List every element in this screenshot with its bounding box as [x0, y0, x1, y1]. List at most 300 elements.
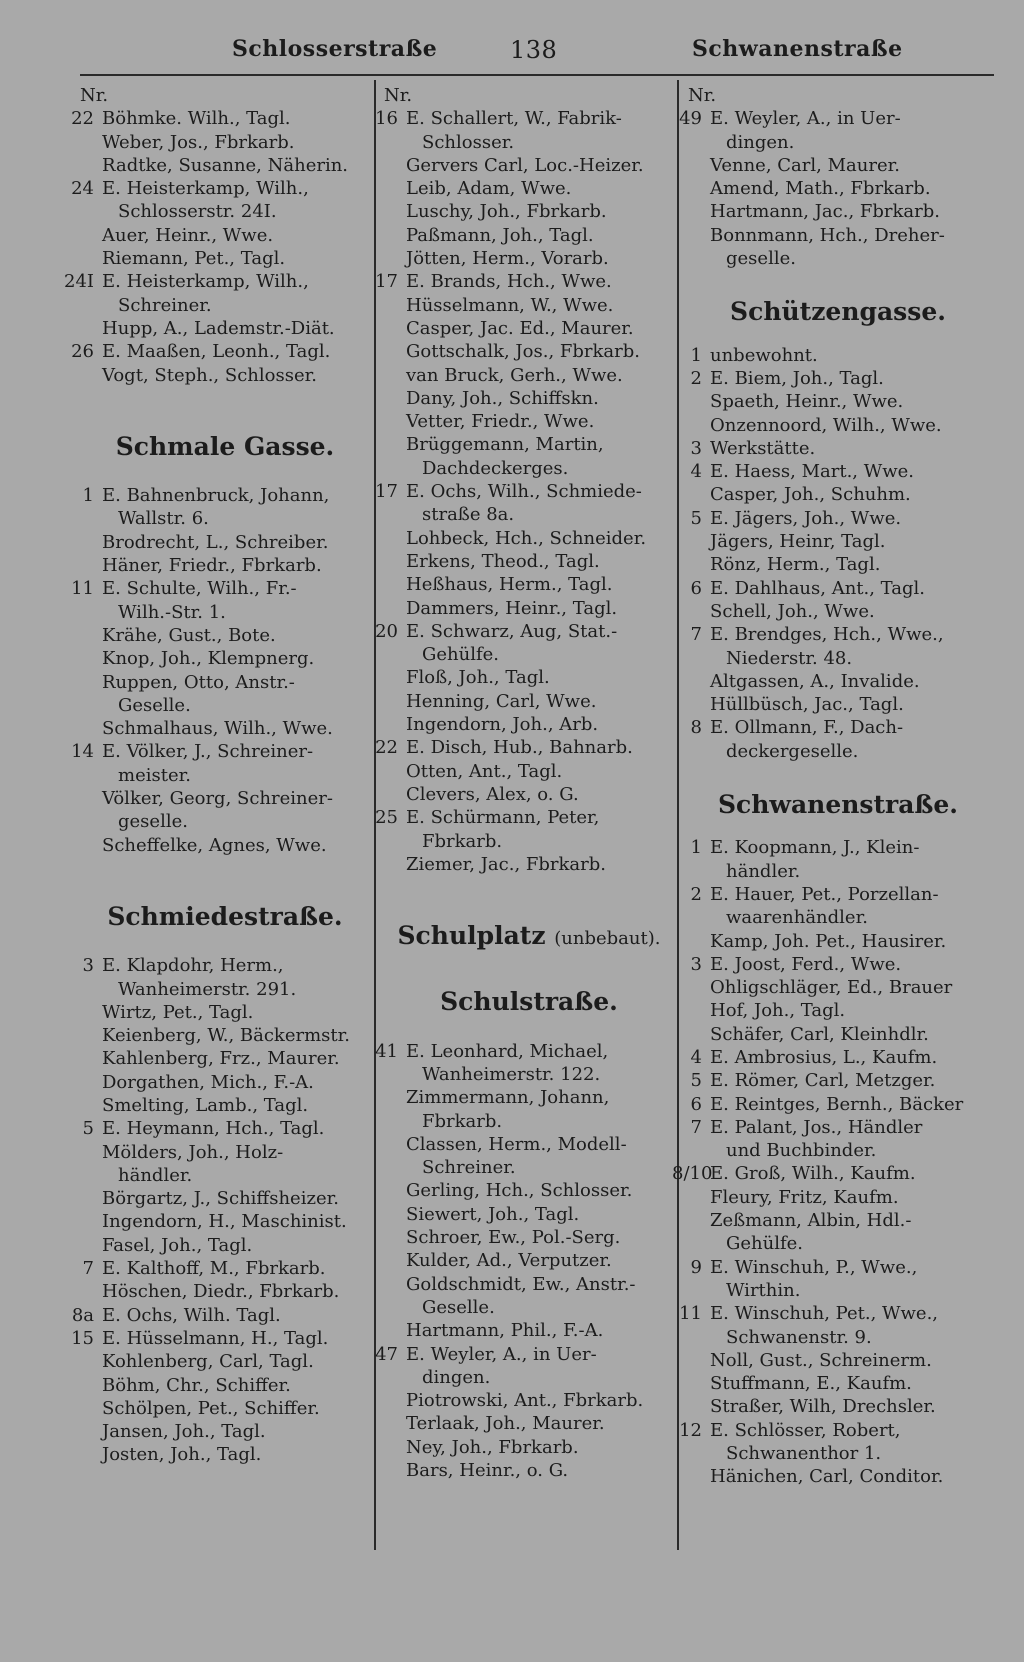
resident-entry — [71, 1327, 370, 1350]
resident-text: Classen, Herm., Modell- — [406, 1133, 627, 1155]
entry-continuation: Wirthin. — [726, 1279, 801, 1301]
resident-text: Fleury, Fritz, Kaufm. — [710, 1186, 899, 1208]
resident-entry — [384, 1389, 674, 1412]
resident-text: Zimmermann, Johann, — [406, 1087, 610, 1109]
resident-entry — [80, 671, 370, 694]
resident-text: Vogt, Steph., Schlosser. — [102, 364, 317, 386]
house-number: 15 — [71, 1327, 94, 1349]
column-3 — [672, 84, 988, 1489]
resident-text: E. Weyler, A., in Uer- — [710, 108, 901, 130]
resident-text: Stuffmann, E., Kaufm. — [710, 1373, 912, 1395]
resident-text: Amend, Math., Fbrkarb. — [710, 178, 931, 200]
resident-entry — [80, 624, 370, 647]
entry-continuation: deckergeselle. — [726, 740, 859, 762]
resident-text: Venne, Carl, Maurer. — [710, 154, 900, 176]
resident-text: Brüggemann, Martin, — [406, 434, 604, 456]
resident-text: Casper, Jac. Ed., Maurer. — [406, 317, 634, 339]
entry-continuation: Schlosser. — [422, 131, 515, 153]
resident-entry — [688, 577, 988, 600]
resident-text: E. Schulte, Wilh., Fr.- — [102, 578, 297, 600]
resident-entry — [80, 1117, 370, 1140]
resident-text: Knop, Joh., Klempnerg. — [102, 648, 315, 670]
resident-text: E. Palant, Jos., Händler — [710, 1116, 923, 1138]
house-number: 5 — [690, 507, 702, 529]
entry-continuation: Wallstr. 6. — [118, 508, 209, 530]
resident-entry — [80, 787, 370, 810]
house-number: 3 — [690, 953, 702, 975]
resident-entry — [679, 1302, 988, 1325]
resident-text: E. Brendges, Hch., Wwe., — [710, 624, 944, 646]
resident-text: E. Römer, Carl, Metzger. — [710, 1070, 936, 1092]
house-number: 47 — [375, 1343, 398, 1365]
resident-text: Börgartz, J., Schiffsheizer. — [102, 1188, 339, 1210]
resident-text: Hartmann, Jac., Fbrkarb. — [710, 201, 940, 223]
house-number: 9 — [690, 1256, 702, 1278]
resident-entry — [80, 484, 370, 507]
resident-entry — [384, 247, 674, 270]
house-number: 7 — [690, 624, 702, 646]
resident-text: E. Brands, Hch., Wwe. — [406, 271, 612, 293]
resident-entry — [80, 317, 370, 340]
resident-text: E. Biem, Joh., Tagl. — [710, 367, 884, 389]
resident-entry — [688, 390, 988, 413]
resident-entry — [688, 1209, 988, 1232]
spacer — [688, 816, 988, 836]
resident-text: E. Winschuh, P., Wwe., — [710, 1256, 918, 1278]
resident-entry — [688, 507, 988, 530]
resident-text: E. Jägers, Joh., Wwe. — [710, 507, 902, 529]
resident-entry — [64, 270, 370, 293]
resident-entry — [384, 550, 674, 573]
house-number: 8/10 — [672, 1163, 713, 1185]
resident-entry — [80, 1234, 370, 1257]
spacer — [688, 324, 988, 344]
resident-entry — [688, 1116, 988, 1139]
resident-entry — [384, 387, 674, 410]
resident-text: Noll, Gust., Schreinerm. — [710, 1349, 932, 1371]
resident-text: Kamp, Joh. Pet., Hausirer. — [710, 930, 947, 952]
resident-entry — [80, 1001, 370, 1024]
resident-text: Häner, Friedr., Fbrkarb. — [102, 555, 322, 577]
spacer — [80, 928, 370, 954]
resident-entry — [80, 647, 370, 670]
house-number: 8 — [690, 717, 702, 739]
resident-text: E. Weyler, A., in Uer- — [406, 1343, 597, 1365]
entry-continuation: Gehülfe. — [422, 644, 500, 666]
resident-text: E. Schlösser, Robert, — [710, 1419, 901, 1441]
resident-entry — [80, 1024, 370, 1047]
number-column-label: Nr. — [80, 85, 109, 106]
resident-entry — [375, 736, 674, 759]
entry-continuation: Geselle. — [118, 694, 191, 716]
resident-text: Vetter, Friedr., Wwe. — [406, 411, 595, 433]
street-heading — [688, 297, 988, 327]
resident-text: Kulder, Ad., Verputzer. — [406, 1250, 612, 1272]
resident-text: Ingendorn, H., Maschinist. — [102, 1211, 347, 1233]
resident-text: Goldschmidt, Ew., Anstr.- — [406, 1273, 636, 1295]
resident-entry — [80, 224, 370, 247]
entry-continuation: Geselle. — [422, 1296, 495, 1318]
resident-entry — [384, 1319, 674, 1342]
resident-text: Ney, Joh., Fbrkarb. — [406, 1436, 579, 1458]
resident-entry — [71, 340, 370, 363]
number-column-label: Nr. — [688, 85, 717, 106]
resident-entry — [80, 1257, 370, 1280]
house-number: 12 — [679, 1419, 702, 1441]
resident-entry — [688, 530, 988, 553]
resident-text: Jansen, Joh., Tagl. — [102, 1421, 266, 1443]
resident-text: E. Heymann, Hch., Tagl. — [102, 1118, 325, 1140]
resident-text: Floß, Joh., Tagl. — [406, 667, 550, 689]
resident-text: Schmalhaus, Wilh., Wwe. — [102, 718, 333, 740]
resident-entry — [688, 623, 988, 646]
column-2 — [375, 84, 674, 1482]
resident-text: Riemann, Pet., Tagl. — [102, 248, 286, 270]
resident-text: Onzennoord, Wilh., Wwe. — [710, 414, 942, 436]
spacer — [384, 1014, 674, 1040]
resident-entry — [71, 740, 370, 763]
resident-entry — [80, 154, 370, 177]
resident-text: Ingendorn, Joh., Arb. — [406, 714, 599, 736]
resident-text: Scheffelke, Agnes, Wwe. — [102, 834, 327, 856]
resident-text: Straßer, Wilh, Drechsler. — [710, 1396, 936, 1418]
resident-entry — [384, 1179, 674, 1202]
resident-entry — [80, 131, 370, 154]
resident-text: E. Ochs, Wilh. Tagl. — [102, 1304, 281, 1326]
house-number: 41 — [375, 1040, 398, 1062]
resident-entry — [688, 1372, 988, 1395]
resident-text: Spaeth, Heinr., Wwe. — [710, 391, 904, 413]
entry-continuation: dingen. — [422, 1366, 491, 1388]
resident-text: Heßhaus, Herm., Tagl. — [406, 574, 613, 596]
resident-text: Krähe, Gust., Bote. — [102, 624, 276, 646]
resident-entry — [80, 1094, 370, 1117]
street-heading — [80, 431, 370, 461]
resident-entry — [80, 1350, 370, 1373]
resident-entry — [688, 999, 988, 1022]
resident-entry — [80, 1187, 370, 1210]
house-number: 7 — [82, 1258, 94, 1280]
resident-text: E. Hauer, Pet., Porzellan- — [710, 883, 939, 905]
resident-entry — [80, 1047, 370, 1070]
entry-continuation: Schreiner. — [422, 1157, 516, 1179]
house-number: 25 — [375, 807, 398, 829]
house-number: 2 — [690, 367, 702, 389]
street-name: Schulstraße. — [440, 987, 618, 1017]
resident-entry — [688, 670, 988, 693]
resident-text: Altgassen, A., Invalide. — [710, 670, 920, 692]
resident-text: Bonnmann, Hch., Dreher- — [710, 224, 945, 246]
entry-continuation: dingen. — [726, 131, 795, 153]
resident-entry — [384, 760, 674, 783]
resident-entry — [679, 1419, 988, 1442]
resident-entry — [688, 600, 988, 623]
entry-continuation: meister. — [118, 764, 191, 786]
house-number: 2 — [690, 883, 702, 905]
resident-text: Werkstätte. — [710, 437, 816, 459]
resident-text: Schäfer, Carl, Kleinhdlr. — [710, 1023, 929, 1045]
resident-text: E. Ambrosius, L., Kaufm. — [710, 1046, 938, 1068]
resident-entry — [688, 1093, 988, 1116]
resident-entry — [375, 480, 674, 503]
resident-entry — [688, 460, 988, 483]
resident-entry — [384, 340, 674, 363]
resident-text: E. Hüsselmann, H., Tagl. — [102, 1327, 329, 1349]
resident-text: E. Haess, Mart., Wwe. — [710, 461, 915, 483]
spacer — [80, 387, 370, 435]
resident-text: Mölders, Joh., Holz- — [102, 1141, 284, 1163]
resident-entry — [688, 1046, 988, 1069]
resident-entry — [375, 1040, 674, 1063]
entry-continuation: Schwanenstr. 9. — [726, 1326, 872, 1348]
resident-entry — [688, 930, 988, 953]
resident-text: E. Reintges, Bernh., Bäcker — [710, 1093, 964, 1115]
resident-text: Böhmke. Wilh., Tagl. — [102, 108, 291, 130]
resident-entry — [375, 620, 674, 643]
street-heading — [384, 921, 674, 951]
spacer — [688, 270, 988, 300]
resident-entry — [384, 410, 674, 433]
resident-text: E. Joost, Ferd., Wwe. — [710, 953, 902, 975]
entry-continuation: Schwanenthor 1. — [726, 1443, 882, 1465]
resident-text: Hartmann, Phil., F.-A. — [406, 1320, 604, 1342]
resident-entry — [672, 1162, 988, 1185]
resident-entry — [80, 247, 370, 270]
resident-text: Leib, Adam, Wwe. — [406, 178, 572, 200]
resident-entry — [384, 1203, 674, 1226]
resident-entry — [384, 364, 674, 387]
resident-text: Schölpen, Pet., Schiffer. — [102, 1397, 320, 1419]
resident-text: E. Dahlhaus, Ant., Tagl. — [710, 577, 926, 599]
house-number: 5 — [690, 1070, 702, 1092]
resident-entry — [688, 414, 988, 437]
resident-text: E. Koopmann, J., Klein- — [710, 837, 920, 859]
resident-text: Dorgathen, Mich., F.-A. — [102, 1071, 314, 1093]
entry-continuation: händler. — [118, 1164, 193, 1186]
resident-entry — [80, 1443, 370, 1466]
resident-text: Casper, Joh., Schuhm. — [710, 484, 911, 506]
spacer — [80, 458, 370, 484]
street-note: (unbebaut). — [554, 928, 661, 950]
resident-text: Kahlenberg, Frz., Maurer. — [102, 1048, 340, 1070]
resident-entry — [384, 1226, 674, 1249]
resident-text: Gervers Carl, Loc.-Heizer. — [406, 154, 644, 176]
resident-entry — [688, 1465, 988, 1488]
resident-text: Smelting, Lamb., Tagl. — [102, 1094, 309, 1116]
entry-continuation: geselle. — [118, 811, 188, 833]
running-head-left: Schlosserstraße — [232, 36, 438, 62]
resident-entry — [80, 1141, 370, 1164]
street-heading — [688, 790, 988, 820]
resident-text: Hüsselmann, W., Wwe. — [406, 294, 614, 316]
resident-text: Schroer, Ew., Pol.-Serg. — [406, 1227, 621, 1249]
resident-text: unbewohnt. — [710, 344, 818, 366]
resident-text: E. Ollmann, F., Dach- — [710, 717, 904, 739]
resident-text: Höschen, Diedr., Fbrkarb. — [102, 1281, 340, 1303]
resident-entry — [384, 1086, 674, 1109]
resident-text: Brodrecht, L., Schreiber. — [102, 531, 329, 553]
resident-entry — [688, 953, 988, 976]
house-number: 7 — [690, 1116, 702, 1138]
house-number: 16 — [375, 108, 398, 130]
resident-entry — [375, 270, 674, 293]
house-number: 1 — [690, 344, 702, 366]
resident-text: Dany, Joh., Schiffskn. — [406, 387, 599, 409]
resident-text: Hupp, A., Lademstr.-Diät. — [102, 317, 335, 339]
resident-entry — [384, 317, 674, 340]
resident-text: E. Leonhard, Michael, — [406, 1040, 609, 1062]
resident-entry — [679, 107, 988, 130]
resident-entry — [384, 713, 674, 736]
resident-text: Luschy, Joh., Fbrkarb. — [406, 201, 607, 223]
resident-text: Terlaak, Joh., Maurer. — [406, 1413, 605, 1435]
resident-text: E. Disch, Hub., Bahnarb. — [406, 737, 633, 759]
house-number: 6 — [690, 1093, 702, 1115]
resident-entry — [688, 553, 988, 576]
resident-entry — [384, 690, 674, 713]
house-number: 26 — [71, 341, 94, 363]
resident-entry — [80, 364, 370, 387]
running-head-right: Schwanenstraße — [692, 36, 903, 62]
house-number: 49 — [679, 108, 702, 130]
house-number: 11 — [71, 578, 94, 600]
resident-text: E. Kalthoff, M., Fbrkarb. — [102, 1258, 326, 1280]
column-divider-2 — [677, 80, 679, 1550]
resident-entry — [80, 1071, 370, 1094]
house-number: 4 — [690, 461, 702, 483]
resident-entry — [688, 367, 988, 390]
resident-entry — [688, 344, 988, 367]
resident-entry — [384, 433, 674, 456]
resident-text: Rönz, Herm., Tagl. — [710, 554, 881, 576]
resident-text: Henning, Carl, Wwe. — [406, 690, 597, 712]
entry-continuation: Gehülfe. — [726, 1233, 804, 1255]
resident-text: Völker, Georg, Schreiner- — [102, 788, 333, 810]
resident-entry — [375, 1343, 674, 1366]
resident-text: E. Schwarz, Aug, Stat.- — [406, 620, 618, 642]
resident-text: Auer, Heinr., Wwe. — [102, 224, 274, 246]
resident-text: E. Ochs, Wilh., Schmiede- — [406, 481, 642, 503]
house-number: 11 — [679, 1303, 702, 1325]
resident-text: Hof, Joh., Tagl. — [710, 1000, 846, 1022]
spacer — [688, 763, 988, 793]
house-number: 3 — [690, 437, 702, 459]
resident-text: Dammers, Heinr., Tagl. — [406, 597, 618, 619]
resident-entry — [71, 177, 370, 200]
resident-entry — [80, 1210, 370, 1233]
house-number: 4 — [690, 1046, 702, 1068]
resident-entry — [384, 1412, 674, 1435]
resident-text: Hänichen, Carl, Conditor. — [710, 1466, 944, 1488]
entry-continuation: straße 8a. — [422, 504, 515, 526]
resident-text: Schell, Joh., Wwe. — [710, 600, 875, 622]
spacer — [384, 876, 674, 924]
resident-text: Bars, Heinr., o. G. — [406, 1460, 569, 1482]
resident-text: Kohlenberg, Carl, Tagl. — [102, 1351, 314, 1373]
street-heading — [384, 987, 674, 1017]
column-1 — [64, 84, 370, 1467]
resident-entry — [384, 1133, 674, 1156]
resident-text: Josten, Joh., Tagl. — [102, 1444, 262, 1466]
resident-entry — [384, 294, 674, 317]
resident-entry — [688, 716, 988, 739]
house-number: 6 — [690, 577, 702, 599]
resident-text: Clevers, Alex, o. G. — [406, 783, 579, 805]
resident-text: Gottschalk, Jos., Fbrkarb. — [406, 341, 640, 363]
resident-text: Wirtz, Pet., Tagl. — [102, 1001, 254, 1023]
street-name: Schwanenstraße. — [717, 790, 959, 820]
header-rule — [80, 74, 994, 76]
resident-entry — [688, 224, 988, 247]
street-name: Schützengasse. — [730, 297, 946, 327]
resident-entry — [384, 783, 674, 806]
resident-entry — [80, 954, 370, 977]
resident-text: Ohligschläger, Ed., Brauer — [710, 977, 953, 999]
resident-entry — [80, 1397, 370, 1420]
resident-text: Paßmann, Joh., Tagl. — [406, 224, 594, 246]
resident-text: E. Winschuh, Pet., Wwe., — [710, 1303, 939, 1325]
resident-entry — [71, 107, 370, 130]
resident-entry — [80, 1420, 370, 1443]
resident-text: E. Heisterkamp, Wilh., — [102, 271, 309, 293]
house-number: 1 — [690, 837, 702, 859]
house-number: 24I — [64, 271, 95, 293]
resident-entry — [688, 836, 988, 859]
resident-entry — [384, 1249, 674, 1272]
resident-entry — [384, 177, 674, 200]
entry-continuation: Schreiner. — [118, 294, 212, 316]
resident-text: van Bruck, Gerh., Wwe. — [406, 364, 623, 386]
resident-text: E. Schürmann, Peter, — [406, 807, 600, 829]
resident-text: E. Völker, J., Schreiner- — [102, 741, 314, 763]
street-name: Schmiedestraße. — [107, 901, 343, 931]
resident-entry — [80, 531, 370, 554]
entry-continuation: waarenhändler. — [726, 907, 868, 929]
resident-entry — [688, 1395, 988, 1418]
resident-text: Jägers, Heinr, Tagl. — [710, 531, 886, 553]
street-name: Schmale Gasse. — [115, 431, 335, 461]
resident-entry — [71, 577, 370, 600]
resident-entry — [688, 1256, 988, 1279]
resident-text: E. Groß, Wilh., Kaufm. — [710, 1163, 916, 1185]
resident-entry — [384, 666, 674, 689]
spacer — [80, 857, 370, 905]
house-number: 8a — [71, 1304, 94, 1326]
resident-text: Hüllbüsch, Jac., Tagl. — [710, 694, 904, 716]
number-column-label: Nr. — [384, 85, 413, 106]
entry-continuation: händler. — [726, 860, 801, 882]
resident-entry — [384, 853, 674, 876]
resident-entry — [80, 1374, 370, 1397]
page-number: 138 — [510, 36, 558, 64]
resident-text: E. Heisterkamp, Wilh., — [102, 178, 309, 200]
entry-continuation: Dachdeckerges. — [422, 457, 569, 479]
resident-text: E. Bahnenbruck, Johann, — [102, 485, 330, 507]
resident-text: E. Klapdohr, Herm., — [102, 955, 284, 977]
resident-text: E. Maaßen, Leonh., Tagl. — [102, 341, 331, 363]
resident-entry — [688, 976, 988, 999]
spacer — [384, 950, 674, 990]
resident-entry — [80, 554, 370, 577]
resident-text: Lohbeck, Hch., Schneider. — [406, 527, 647, 549]
resident-entry — [384, 200, 674, 223]
resident-entry — [688, 177, 988, 200]
street-name: Schulplatz — [397, 921, 546, 951]
resident-entry — [688, 1023, 988, 1046]
street-heading — [80, 901, 370, 931]
resident-entry — [688, 437, 988, 460]
house-number: 17 — [375, 481, 398, 503]
